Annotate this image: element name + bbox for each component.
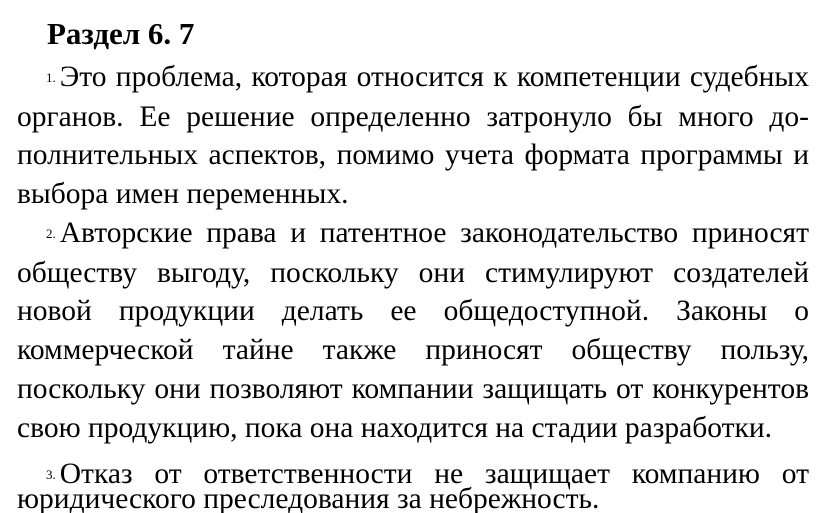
list-item [17,58,809,214]
item-number: 3. [46,467,56,482]
section-heading: Раздел 6. 7 [47,16,195,51]
list-item [17,458,809,513]
item-text: Отказ от ответственности не защищает компанию от юридического преследования за небрежность. [17,458,809,513]
item-number: 2. [46,226,56,241]
list-item [17,214,809,447]
item-text: Авторские права и патентное законодательство приносят обществу выгоду, поскольку они стимулируют создателей новой продукции делать ее общедоступной. Законы о коммерческой тайне также приносят обществу пользу, поскольку они позволяют компании защищать от конкурентов свою продукцию, пока она находится на стадии разработки. [17,217,809,444]
item-number: 1. [46,70,56,85]
item-text: Это проблема, которая относится к компетенции судебных органов. Ее решение определенно затронуло бы много до- полнительных аспектов, помимо учета формата программы и выбора имен переменных. [17,61,809,211]
